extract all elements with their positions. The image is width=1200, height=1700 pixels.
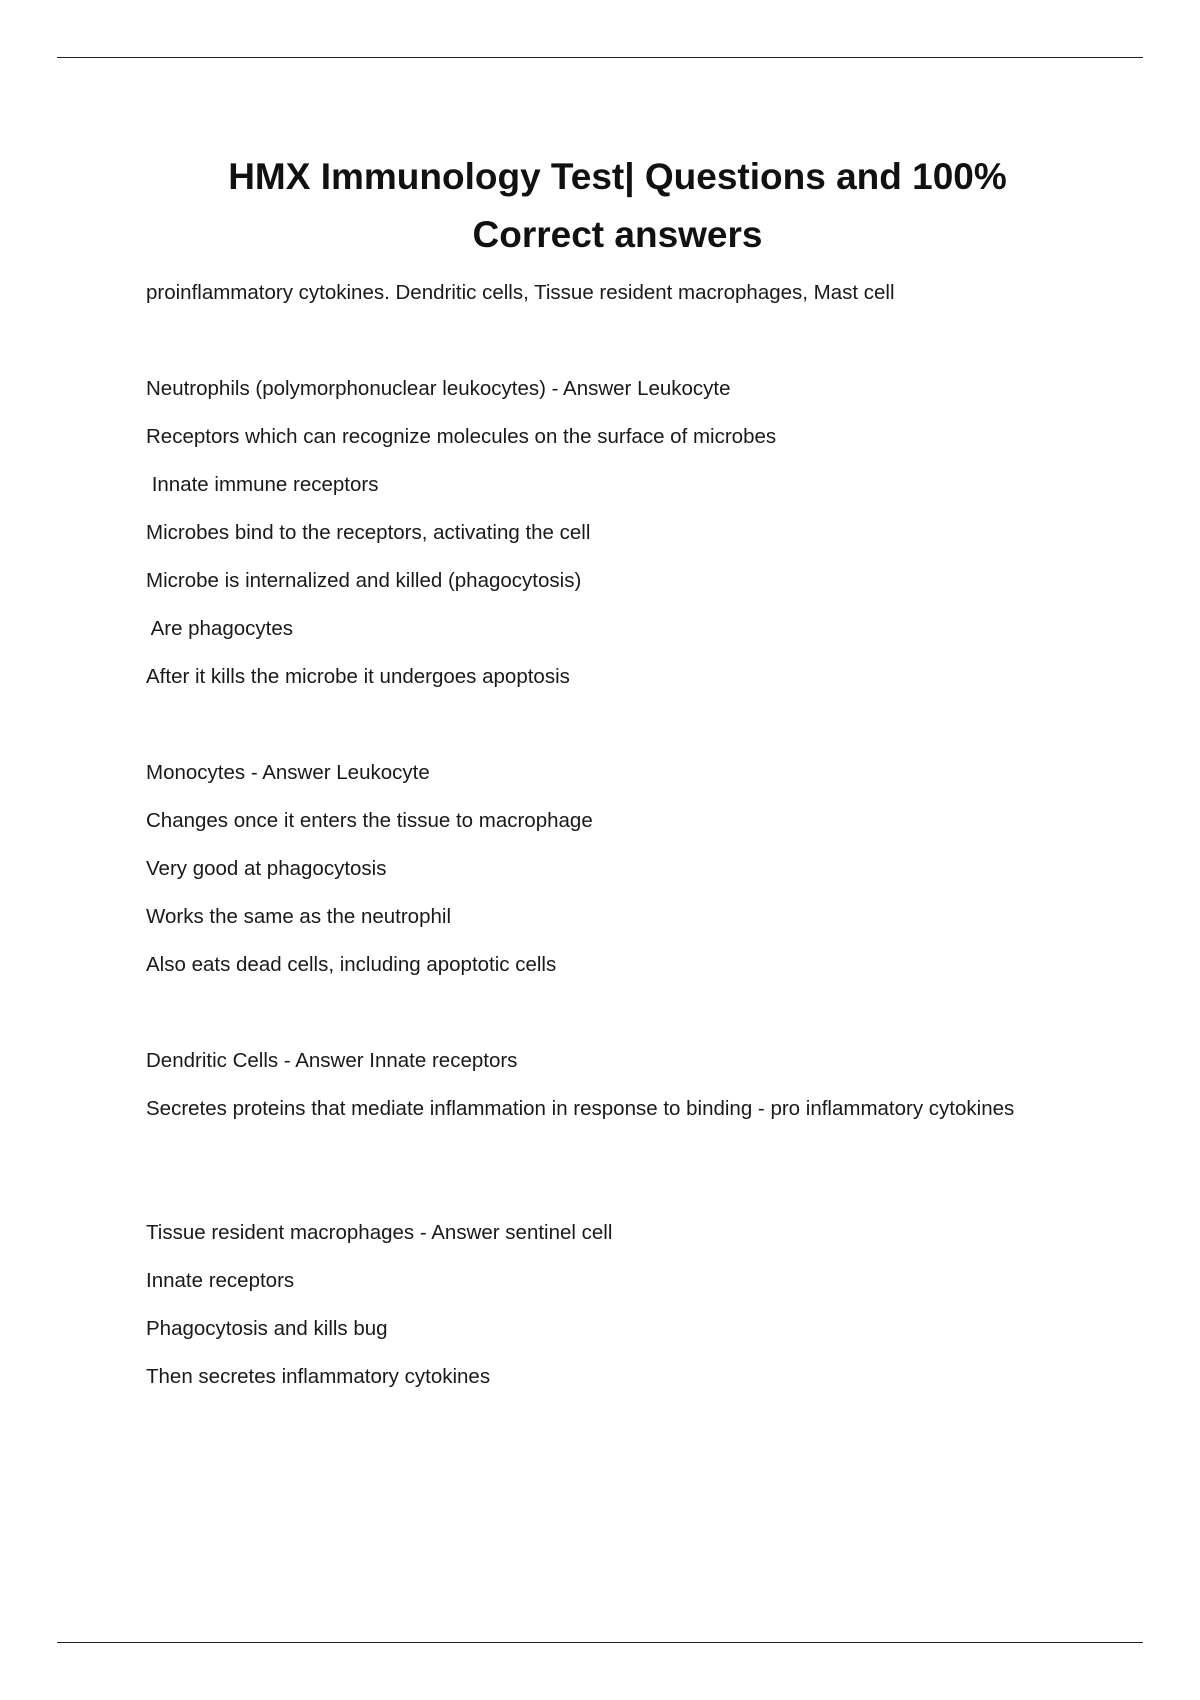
spacer	[146, 326, 1046, 374]
neutrophils-heading: Neutrophils (polymorphonuclear leukocytes) - Answer Leukocyte	[146, 377, 731, 400]
monocytes-line-2: Very good at phagocytosis	[146, 857, 387, 880]
macrophages-line-1: Innate receptors	[146, 1269, 295, 1292]
neutrophils-line-6: After it kills the microbe it undergoes apoptosis	[146, 665, 570, 688]
title-line-2: Correct answers	[472, 214, 763, 255]
bottom-rule	[57, 1642, 1143, 1643]
neutrophils-line-1: Receptors which can recognize molecules on the surface of microbes	[146, 425, 777, 448]
title-line-1: HMX Immunology Test| Questions and 100%	[228, 156, 1007, 197]
dendritic-line-1: Secretes proteins that mediate inflammation in response to binding - pro inflammatory cytokines	[146, 1097, 1015, 1120]
spacer	[146, 1170, 1046, 1218]
spacer	[146, 998, 1046, 1046]
neutrophils-line-5: Are phagocytes	[146, 617, 294, 640]
macrophages-line-2: Phagocytosis and kills bug	[146, 1317, 388, 1340]
neutrophils-line-3: Microbes bind to the receptors, activating the cell	[146, 521, 591, 544]
monocytes-line-3: Works the same as the neutrophil	[146, 905, 451, 928]
top-rule	[57, 57, 1143, 58]
monocytes-line-4: Also eats dead cells, including apoptotic cells	[146, 953, 557, 976]
macrophages-line-3: Then secretes inflammatory cytokines	[146, 1365, 491, 1388]
intro-text: proinflammatory cytokines. Dendritic cells, Tissue resident macrophages, Mast cell	[146, 281, 895, 304]
macrophages-heading: Tissue resident macrophages - Answer sentinel cell	[146, 1221, 613, 1244]
neutrophils-line-4: Microbe is internalized and killed (phagocytosis)	[146, 569, 582, 592]
monocytes-line-1: Changes once it enters the tissue to macrophage	[146, 809, 593, 832]
monocytes-heading: Monocytes - Answer Leukocyte	[146, 761, 430, 784]
dendritic-heading: Dendritic Cells - Answer Innate receptors	[146, 1049, 518, 1072]
spacer	[146, 710, 1046, 758]
document-body	[146, 278, 1046, 1410]
document-title	[145, 148, 1090, 264]
neutrophils-line-2: Innate immune receptors	[146, 473, 379, 496]
